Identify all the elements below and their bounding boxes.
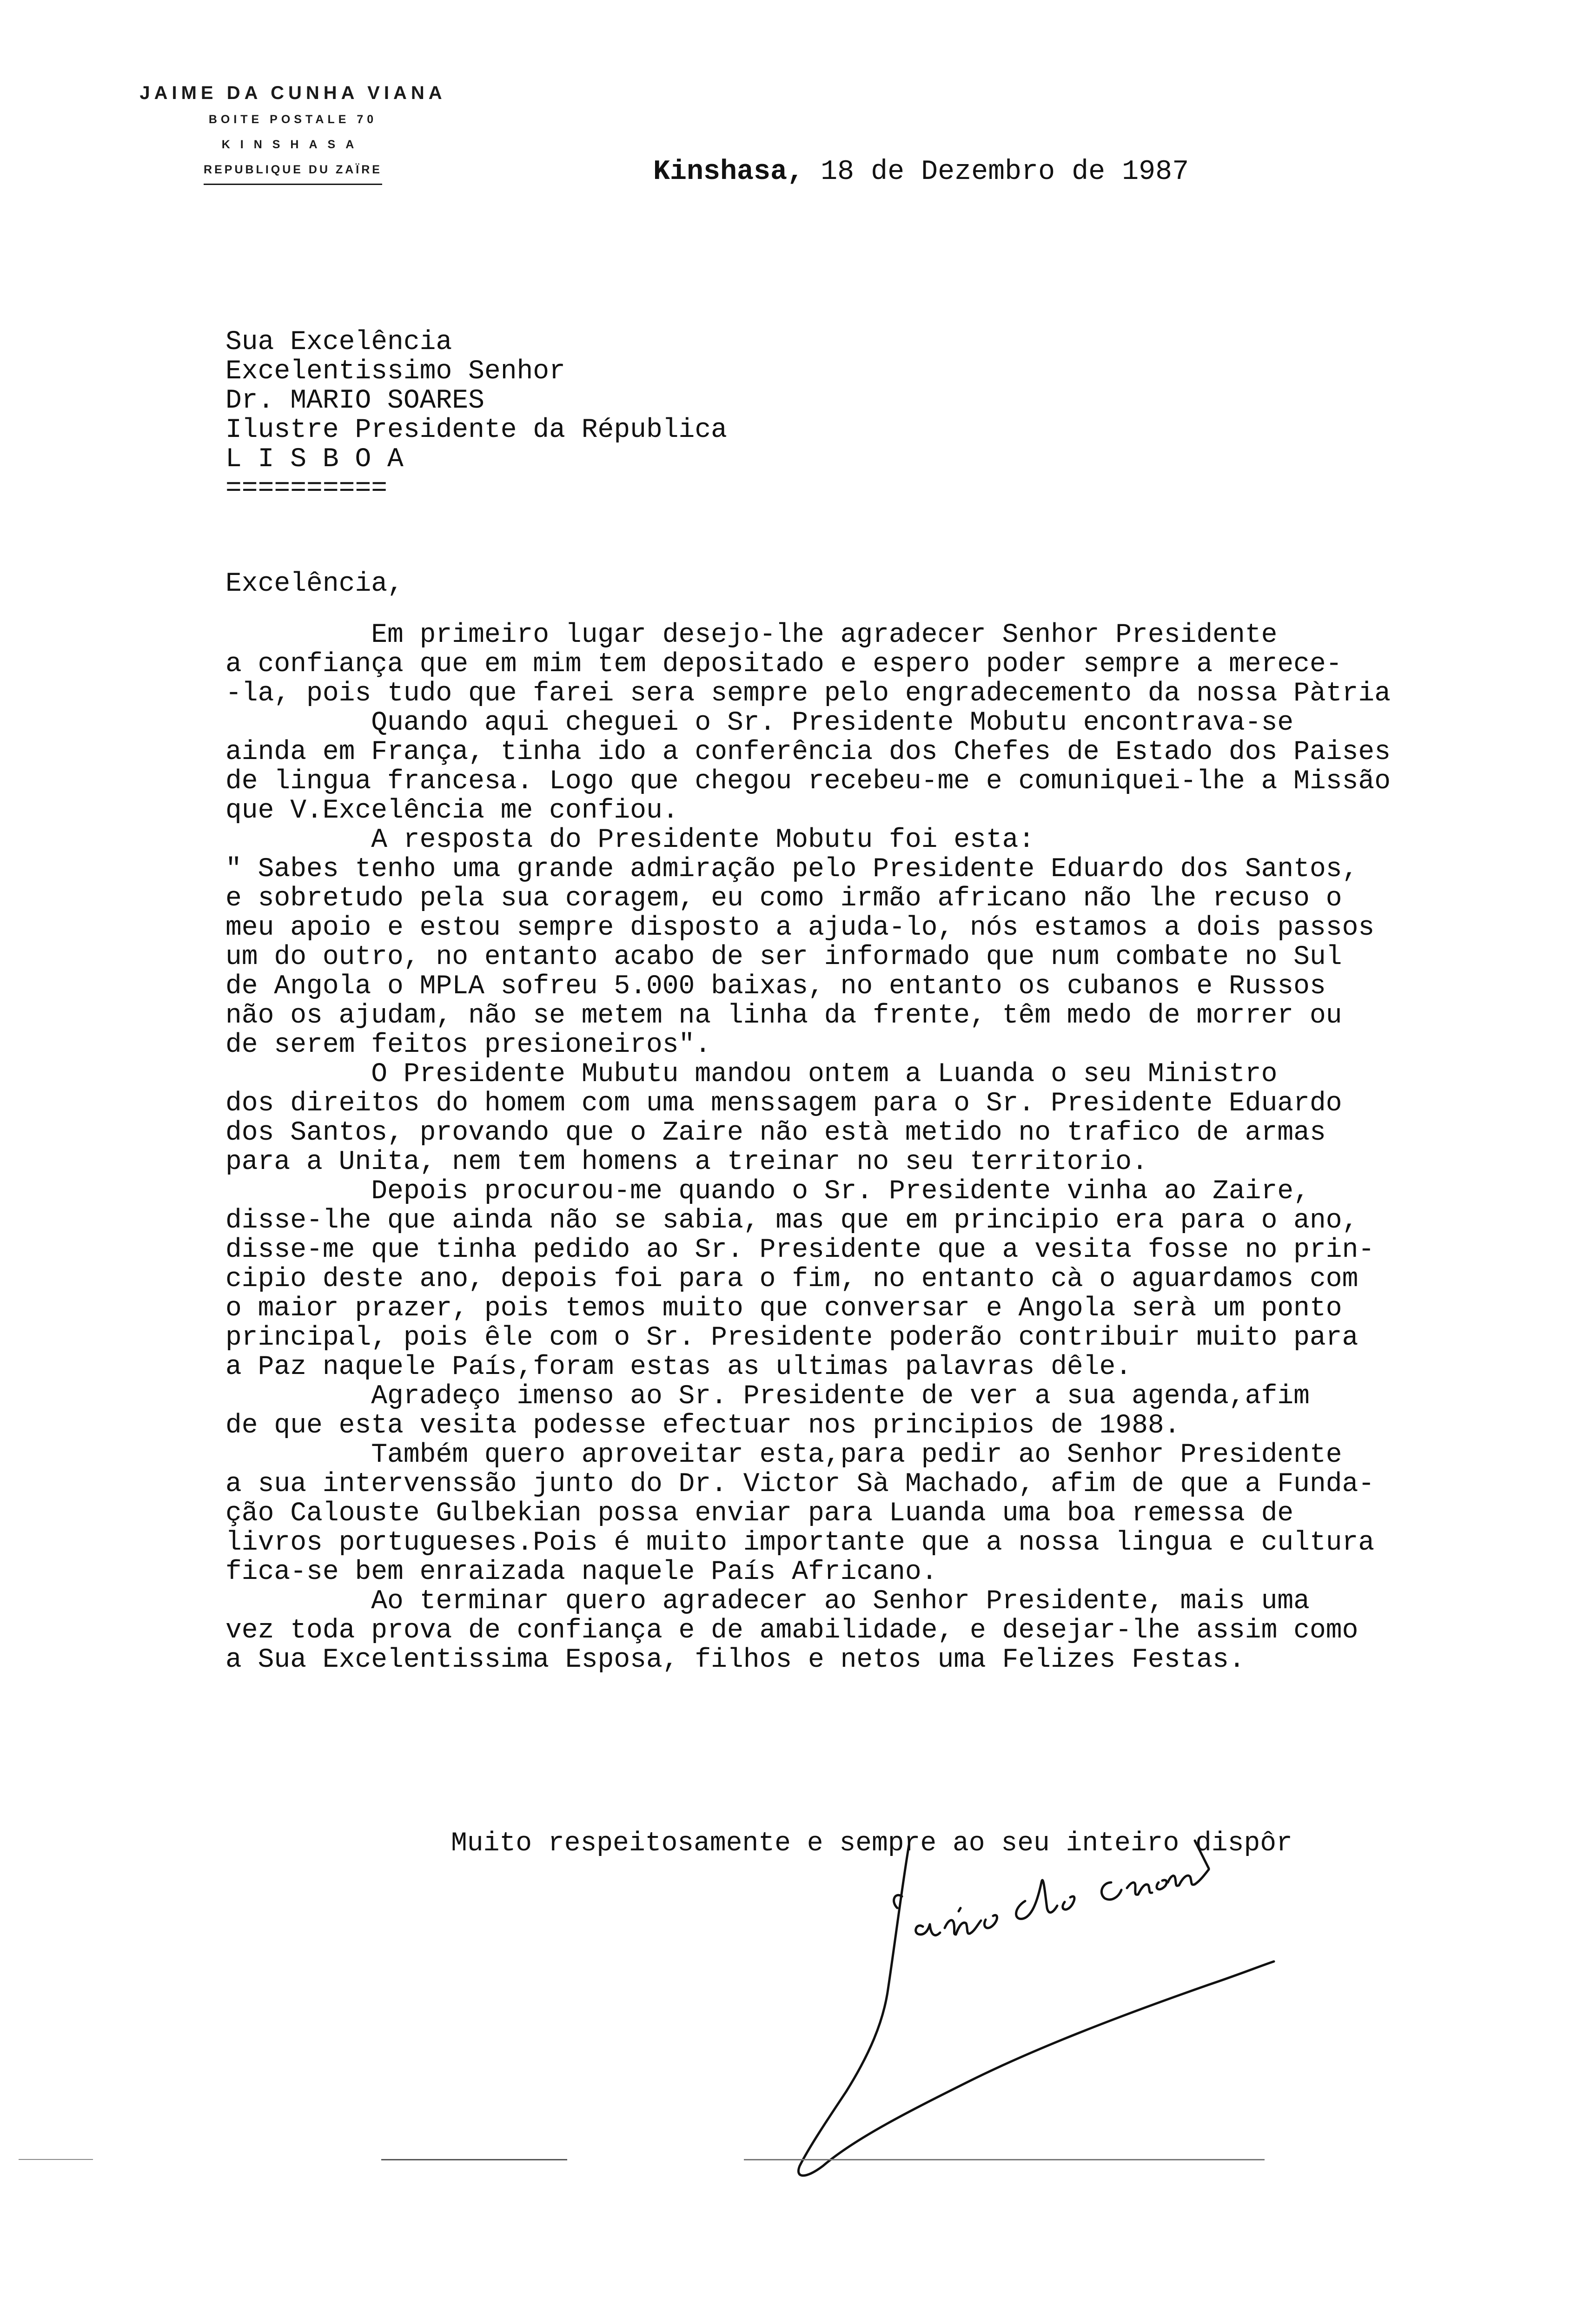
postal-box: BOITE POSTALE 70: [208, 113, 378, 126]
footer-rule-right: [744, 2159, 1265, 2160]
letter-body: Em primeiro lugar desejo-lhe agradecer Senhor Presidente a confiança que em mim tem depositado e espero poder sempre a merece- -la, pois tudo que farei sera sempre pelo engradecemento da nossa Pàtria Quando aqui cheguei o Sr. Presidente Mobutu encontrava-se ainda em França, tinha ido a conferência dos Chefes de Estado dos Paises de lingua francesa. Logo que chegou recebeu-me e comuniquei-lhe a Missão que V.Excelência me confiou. A resposta do Presidente Mobutu foi esta: " Sabes tenho uma grande admiração pelo Presidente Eduardo dos Santos, e sobretudo pela sua coragem, eu como irmão africano não lhe recuso o meu apoio e estou sempre disposto a ajuda-lo, nós estamos a dois passos um do outro, no entanto acabo de ser informado que num combate no Sul de Angola o MPLA sofreu 5.000 baixas, no entanto os cubanos e Russos não os ajudam, não se metem na linha da frente, têm medo de morrer ou de serem feitos presioneiros". O Presidente Mubutu mandou ontem a Luanda o seu Ministro dos direitos do homem com uma menssagem para o Sr. Presidente Eduardo dos Santos, provando que o Zaire não està metido no trafico de armas para a Unita, nem tem homens a treinar no seu territorio. Depois procurou-me quando o Sr. Presidente vinha ao Zaire, disse-lhe que ainda não se sabia, mas que em principio era para o ano, disse-me que tinha pedido ao Sr. Presidente que a vesita fosse no prin- cipio deste ano, depois foi para o fim, no entanto cà o aguardamos com o maior prazer, pois temos muito que conversar e Angola serà um ponto principal, pois êle com o Sr. Presidente poderão contribuir muito para a Paz naquele País,foram estas as ultimas palavras dêle. Agradeço imenso ao Sr. Presidente de ver a sua agenda,afim de que esta vesita podesse efectuar nos principios de 1988. Também quero aproveitar esta,para pedir ao Senhor Presidente a sua intervenssão junto do Dr. Victor Sà Machado, afim de que a Funda- ção Calouste Gulbekian possa enviar para Luanda uma boa remessa de livros portugueses.Pois é muito importante que a nossa lingua e cultura fica-se bem enraizada naquele País Africano. Ao terminar quero agradecer ao Senhor Presidente, mais uma vez toda prova de confiança e de amabilidade, e desejar-lhe assim como a Sua Excelentissima Esposa, filhos e netos uma Felizes Festas.: [225, 620, 1391, 1675]
dateline-city: Kinshasa,: [653, 156, 804, 188]
dateline: [653, 156, 1189, 188]
salutation: Excelência,: [225, 569, 404, 599]
footer-rule-middle: [381, 2159, 567, 2160]
sender-country-wrap: [107, 157, 479, 185]
handwritten-signature: [790, 1813, 1279, 2194]
sender-city: KINSHASA: [221, 138, 364, 151]
footer-rule-left: [19, 2159, 93, 2160]
addressee-block: Sua Excelência Excelentissimo Senhor Dr. MARIO SOARES Ilustre Presidente da Républica L I S B O A ==========: [225, 327, 727, 504]
sender-country: REPUBLIQUE DU ZAÏRE: [204, 157, 382, 185]
letterhead: [107, 79, 479, 185]
closing-line: Muito respeitosamente e sempre ao seu inteiro dispôr: [451, 1829, 1292, 1859]
dateline-date: 18 de Dezembro de 1987: [804, 156, 1189, 188]
sender-name: JAIME DA CUNHA VIANA: [139, 83, 446, 103]
